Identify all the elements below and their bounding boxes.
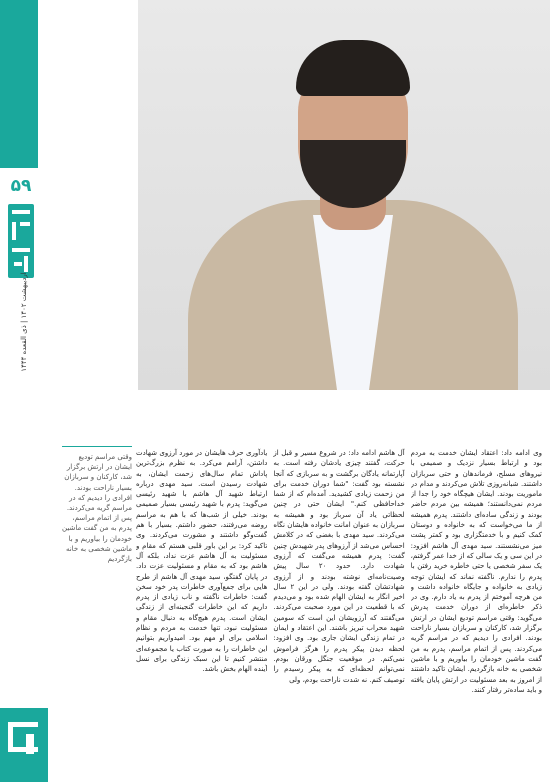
page-number: ۵۹ (10, 176, 32, 196)
teal-side-bar (0, 0, 38, 168)
issue-date: اردیبهشت ۱۴۰۲ | ذی القعده ۱۴۴۴ (20, 272, 28, 372)
article-text: یادآوری حرف هایشان در مورد آرزوی شهادت داشتن، آرامم می‌کرد. به نظرم بزرگ‌ترین پاداش تمام سال‌های زحمت ایشان، به شهادت رسیدن است. سید مهدی درباره ارتباط شهید آل هاشم با شهید رئیسی می‌گوید: پدرم با شهید رئیسی بسیار صمیمی بودند. خیلی از شب‌ها که با هم به مراسم روضه می‌رفتند، حضور داشتم. بسیار با هم گفت‌وگو داشتند و مشورت می‌کردند. وی تاکید کرد: بر این باور قلبی هستم که مقام و مسئولیت به آل هاشم عزت نداد، بلکه آل هاشم بود که به مقام و مسئولیت عزت داد. در پایان گفتگو، سید مهدی آل هاشم از طرح هایی برای جمع‌آوری خاطرات پدر خود سخن گفت: خاطرات ناگفته و ناب زیادی از پدرم داریم که این خاطرات گنجینه‌ای از زندگی ایشان است. پدرم هیچ‌گاه به دنبال مقام و مسئولیت نبود، تنها خدمت به مردم و نظام اسلامی برای او مهم بود. امیدواریم بتوانیم این خاطرات را به صورت کتاب یا مجموعه‌ای منتشر کنیم تا این سبک زندگی برای نسل آینده الهام بخش باشد. (136, 449, 268, 674)
footer-logo-block (0, 708, 48, 782)
quote-rule (62, 446, 132, 447)
pull-quote: وقتی مراسم تودیع ایشان در ارتش برگزار شد، کارکنان و سربازان بسیار ناراحت بودند. افرادی را دیدیم که در مراسم گریه می‌کردند. پس از اتمام مراسم، پدرم به من گفت ماشین خودمان را بیاوریم و با ماشین شخصی به خانه بازگردیم (62, 453, 132, 564)
article-text: وی ادامه داد: اعتقاد ایشان خدمت به مردم بود و ارتباط بسیار نزدیک و صمیمی با نیروهای مسلح، فرماندهان و حتی سربازان داشتند. شبانه‌روزی تلاش می‌کردند و مدام در ماموریت بودند. ایشان هیچگاه خود را جدا از مردم نمی‌دانستند؛ همیشه بین مردم حاضر بودند و زندگی ساده‌ای داشتند. پدرم همیشه از ما می‌خواست که به خانواده و دوستان کمک کنیم و با خدمتگزاری بود و کمتر پشت میز می‌نشستند. سید مهدی آل هاشم افزود: در این سی و یک سالی که از خدا عمر گرفتم، یک سفر شخصی یا حتی خاطره خرید رفتن با پدرم را ندارم. ناگفته نماند که ایشان توجه زیادی به خانواده و جایگاه خانواده داشت و من هرچه آموختم از پدرم به یاد دارم. وی در ذکر خاطره‌ای از دوران خدمت پدرش می‌گوید: وقتی مراسم تودیع ایشان در ارتش برگزار شد، کارکنان و سربازان بسیار ناراحت بودند. افرادی را دیدیم که در مراسم گریه می‌کردند. پس از اتمام مراسم، پدرم به من گفت ماشین خودمان را بیاوریم و با ماشین شخصی به خانه بازگردیم. ایشان تاکید داشتند از امروز به بعد مسئولیت در ارتش پایان یافته و باید ساده‌تر رفتار کنند. (410, 449, 542, 694)
article-column-2 (273, 448, 404, 778)
article-column-3 (136, 448, 267, 778)
article-text: آل هاشم ادامه داد: در شروع مسیر و قبل از حرکت، گفتند چیزی یادشان رفته است. به آپارتمانه یادگان برگشت و به سربازی که آنجا نشسته بود گفت: "شما دوران خدمت برای من زحمت زیادی کشیدید. آمده‌ام که از شما خداحافظی کنم." ایشان حتی در چنین لحظاتی یاد آن سرباز بود و همیشه به سربازان به عنوان امانت خانواده هایشان نگاه می‌کردند. سید مهدی با بغضی که در کلامش احساس می‌شد از آرزوهای پدر شهیدش چنین گفت: پدرم همیشه می‌گفت که آرزوی شهادت دارد. حدود ۲۰ سال پیش وصیت‌نامه‌ای نوشته بودند و از آرزوی شهادتشان گفته بودند. ولی در این ۲ سال اخیر انگار به ایشان الهام شده بود و می‌دیدم که با قطعیت در این مورد صحبت می‌کردند. می‌گفتند که آرزویشان این است که سومین شهید محراب تبریز باشند. این اعتقاد و ایمان در تمام زندگی ایشان جاری بود. وی افزود: لحظه دیدن پیکر پدرم را هرگز فراموش نمی‌کنم. در موقعیت جنگل ورقان بودم. نمی‌توانم لحظه‌ای که به پیکر رسیدم را توصیف کنم. نه شدت ناراحت بودم، ولی (273, 449, 405, 684)
article-body (136, 448, 542, 778)
magazine-logo (8, 204, 34, 278)
article-column-1 (411, 448, 542, 778)
portrait-photo (138, 0, 550, 390)
